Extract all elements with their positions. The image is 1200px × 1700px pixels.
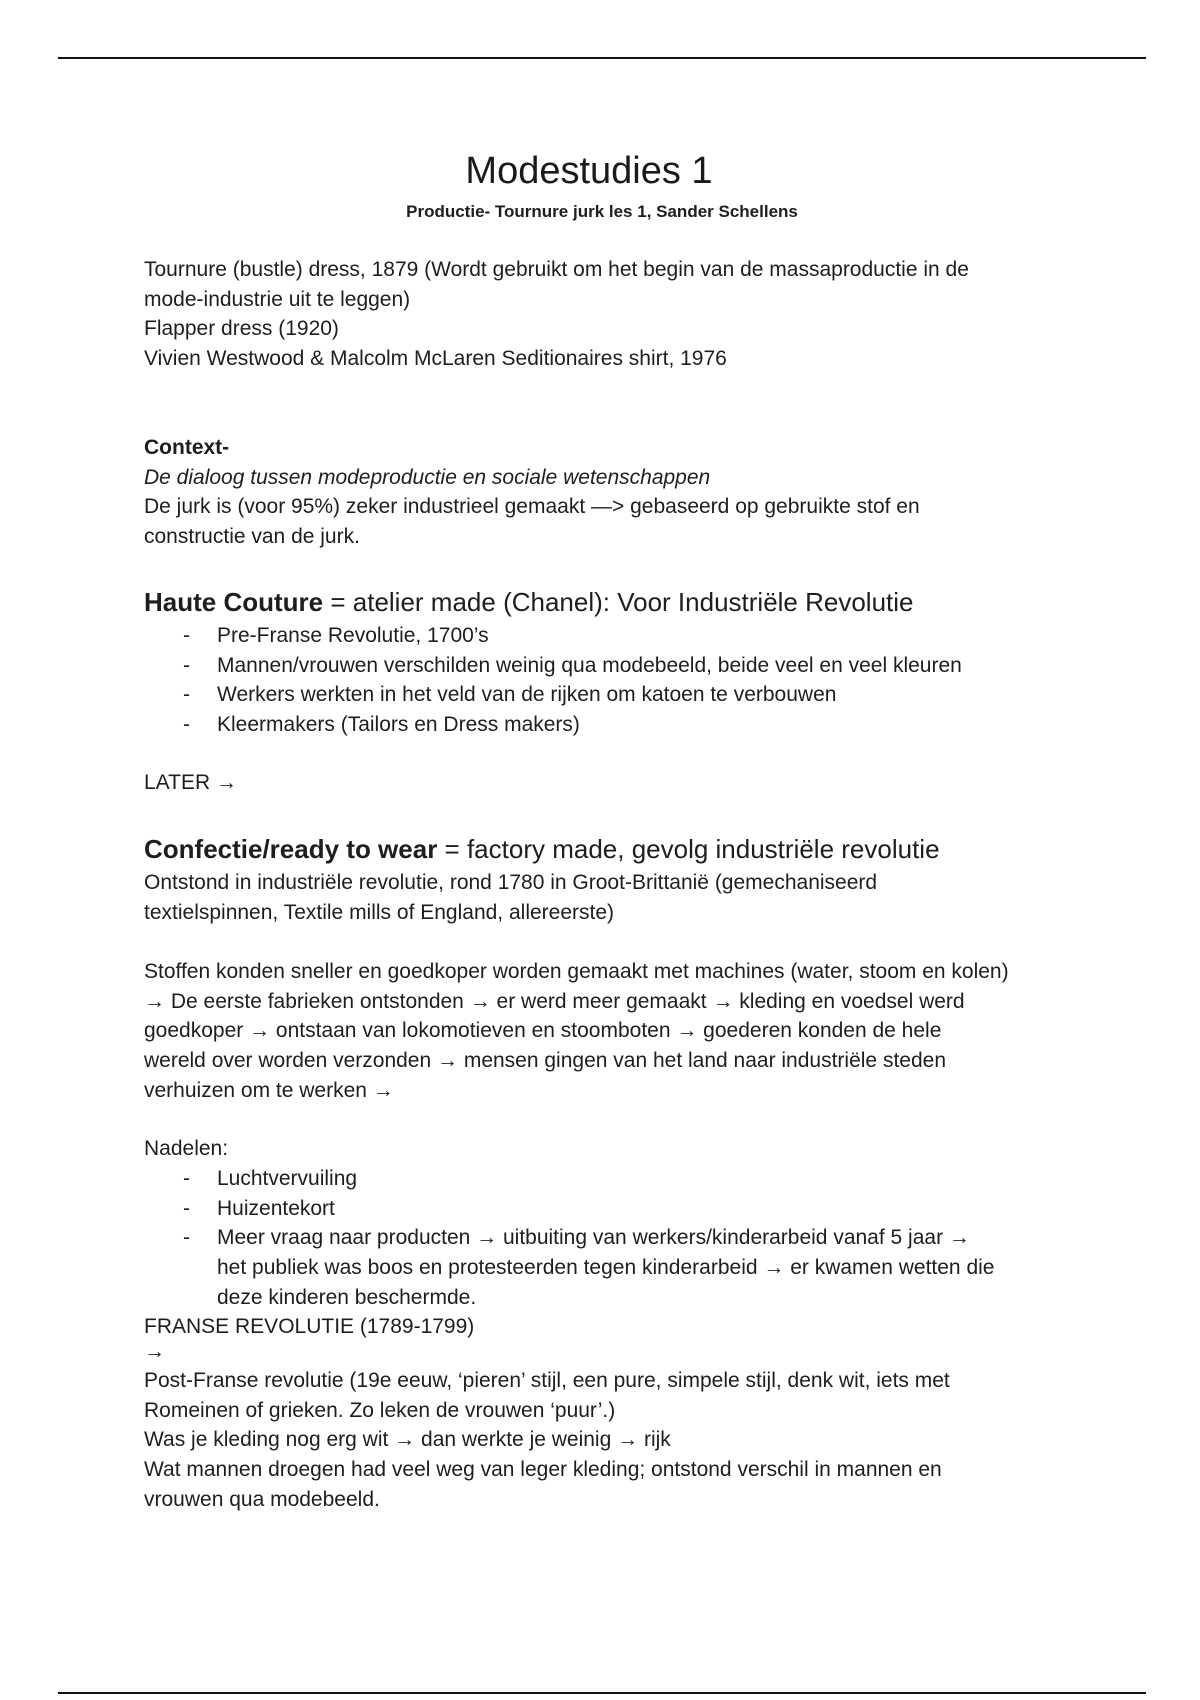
bullet-dash: - — [183, 624, 190, 647]
context-line: De jurk is (voor 95%) zeker industrieel gemaakt —> gebaseerd op gebruikte stof en — [144, 495, 920, 519]
paragraph-line: → De eerste fabrieken ontstonden → er werd meer gemaakt → kleding en voedsel werd — [144, 989, 965, 1013]
paragraph-line: wereld over worden verzonden → mensen gingen van het land naar industriële steden — [144, 1049, 946, 1073]
confectie-heading-block — [144, 832, 940, 866]
list-item — [144, 621, 962, 651]
list-item-text: Kleermakers (Tailors en Dress makers) — [217, 713, 580, 737]
context-line: constructie van de jurk. — [144, 525, 360, 549]
list-item — [144, 1223, 994, 1312]
list-item — [144, 710, 962, 740]
bullet-dash: - — [183, 1167, 190, 1190]
document-subtitle: Productie- Tournure jurk les 1, Sander Schellens — [406, 202, 798, 221]
list-item-text: Mannen/vrouwen verschilden weinig qua modebeeld, beide veel en veel kleuren — [217, 653, 962, 677]
list-item — [144, 1194, 994, 1224]
intro-line: Vivien Westwood & Malcolm McLaren Seditionaires shirt, 1976 — [144, 347, 727, 371]
paragraph-line: verhuizen om te werken → — [144, 1078, 394, 1102]
haute-couture-list — [144, 621, 962, 740]
paragraph-line: Stoffen konden sneller en goedkoper worden gemaakt met machines (water, stoom en kolen) — [144, 960, 1009, 983]
context-label: Context- — [144, 436, 230, 459]
list-item-text: het publiek was boos en protesteerden tegen kinderarbeid → er kwamen wetten die — [217, 1256, 995, 1280]
list-item-text: Meer vraag naar producten → uitbuiting van werkers/kinderarbeid vanaf 5 jaar → — [217, 1226, 970, 1250]
haute-couture-heading — [144, 585, 914, 619]
franse-revolutie-arrow-block — [144, 1337, 165, 1367]
later-label: LATER → — [144, 771, 237, 794]
arrow-icon: → — [144, 1340, 165, 1363]
franse-revolutie-paragraph — [144, 1366, 950, 1514]
list-item-text: deze kinderen beschermde. — [217, 1285, 477, 1309]
nadelen-label: Nadelen: — [144, 1137, 229, 1160]
later-block — [144, 768, 237, 798]
footer-rule — [58, 1692, 1146, 1694]
header-rule — [58, 57, 1146, 59]
bullet-dash: - — [183, 713, 190, 737]
document-title: Modestudies 1 — [465, 150, 713, 192]
intro-line: Tournure (bustle) dress, 1879 (Wordt gebruikt om het begin van de massaproductie in de — [144, 258, 969, 281]
list-item — [144, 680, 962, 710]
franse-revolutie-label: FRANSE REVOLUTIE (1789-1799) — [144, 1315, 475, 1338]
intro-line: Flapper dress (1920) — [144, 317, 339, 341]
confectie-intro-line: textielspinnen, Textile mills of England, allereerste) — [144, 900, 615, 924]
bullet-dash: - — [183, 653, 190, 677]
context-subtitle: De dialoog tussen modeproductie en sociale wetenschappen — [144, 465, 711, 489]
haute-couture-heading-rest: = atelier made (Chanel): Voor Industriële Revolutie — [330, 587, 914, 617]
paragraph-line: Post-Franse revolutie (19e eeuw, ‘pieren’ stijl, een pure, simpele stijl, denk wit, iets met — [144, 1369, 950, 1392]
confectie-heading — [144, 832, 940, 866]
confectie-heading-rest: = factory made, gevolg industriële revolutie — [444, 834, 940, 864]
context-section — [144, 433, 920, 552]
list-item-text: Huizentekort — [217, 1196, 335, 1220]
paragraph-line: Romeinen of grieken. Zo leken de vrouwen ‘puur’.) — [144, 1398, 616, 1422]
list-item-text: Pre-Franse Revolutie, 1700’s — [217, 624, 489, 647]
haute-couture-heading-bold: Haute Couture — [144, 587, 324, 617]
paragraph-line: Wat mannen droegen had veel weg van leger kleding; ontstond verschil in mannen en — [144, 1458, 942, 1482]
list-item-text: Werkers werkten in het veld van de rijken om katoen te verbouwen — [217, 683, 837, 707]
nadelen-list — [144, 1164, 994, 1312]
bullet-dash: - — [183, 683, 190, 707]
confectie-intro — [144, 868, 877, 927]
confectie-heading-bold: Confectie/ready to wear — [144, 834, 438, 864]
paragraph-line: Was je kleding nog erg wit → dan werkte je weinig → rijk — [144, 1428, 671, 1452]
confectie-intro-line: Ontstond in industriële revolutie, rond 1780 in Groot-Brittanië (gemechaniseerd — [144, 871, 878, 894]
list-item — [144, 1164, 994, 1194]
paragraph-line: vrouwen qua modebeeld. — [144, 1487, 380, 1511]
intro-line: mode-industrie uit te leggen) — [144, 287, 411, 311]
bullet-dash: - — [183, 1196, 190, 1220]
haute-couture-heading-block — [144, 585, 914, 619]
franse-revolutie-label-block — [144, 1312, 474, 1342]
intro-section — [144, 255, 969, 374]
nadelen-label-block — [144, 1134, 228, 1164]
paragraph-line: goedkoper → ontstaan van lokomotieven en stoomboten → goederen konden de hele — [144, 1019, 942, 1043]
list-item-text: Luchtvervuiling — [217, 1167, 358, 1190]
list-item — [144, 651, 962, 681]
confectie-paragraph — [144, 957, 1009, 1105]
bullet-dash: - — [183, 1226, 190, 1250]
